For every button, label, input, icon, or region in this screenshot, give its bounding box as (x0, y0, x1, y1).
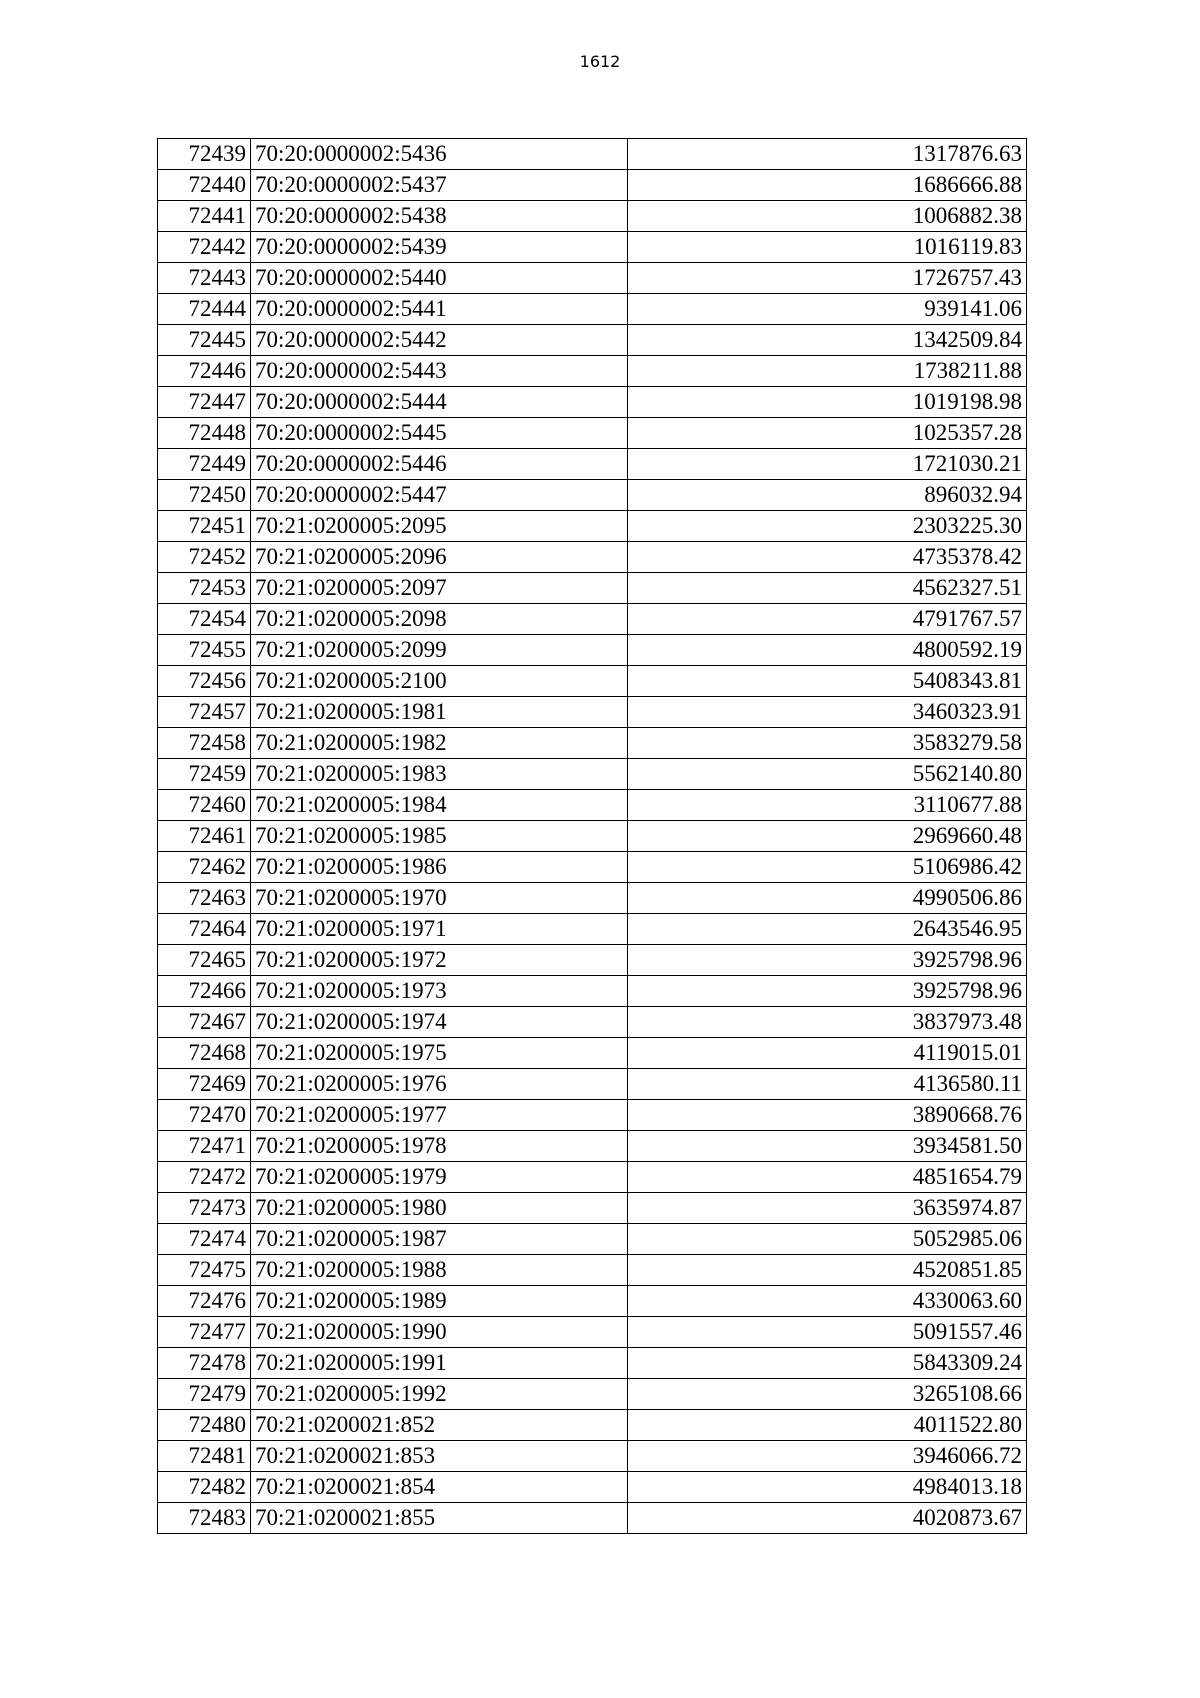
table-row (158, 1379, 1027, 1410)
cadastral-number-cell: 70:21:0200005:1980 (251, 1193, 628, 1224)
row-number-cell: 72457 (158, 697, 251, 728)
table-row (158, 542, 1027, 573)
row-number-cell: 72455 (158, 635, 251, 666)
cadastral-number-cell: 70:21:0200005:1988 (251, 1255, 628, 1286)
cadastral-value-cell: 5562140.80 (628, 759, 1027, 790)
row-number-cell: 72441 (158, 201, 251, 232)
table-row (158, 728, 1027, 759)
table-row (158, 387, 1027, 418)
cadastral-value-cell: 4800592.19 (628, 635, 1027, 666)
row-number-cell: 72447 (158, 387, 251, 418)
row-number-cell: 72475 (158, 1255, 251, 1286)
cadastral-number-cell: 70:20:0000002:5442 (251, 325, 628, 356)
row-number-cell: 72451 (158, 511, 251, 542)
cadastral-number-cell: 70:21:0200021:854 (251, 1472, 628, 1503)
cadastral-value-cell: 3583279.58 (628, 728, 1027, 759)
row-number-cell: 72483 (158, 1503, 251, 1534)
cadastral-number-cell: 70:21:0200005:1985 (251, 821, 628, 852)
row-number-cell: 72463 (158, 883, 251, 914)
row-number-cell: 72445 (158, 325, 251, 356)
cadastral-number-cell: 70:21:0200005:1984 (251, 790, 628, 821)
cadastral-value-cell: 3635974.87 (628, 1193, 1027, 1224)
cadastral-value-cell: 3925798.96 (628, 976, 1027, 1007)
row-number-cell: 72446 (158, 356, 251, 387)
cadastral-number-cell: 70:21:0200005:1976 (251, 1069, 628, 1100)
row-number-cell: 72452 (158, 542, 251, 573)
table-row (158, 1224, 1027, 1255)
table-row (158, 883, 1027, 914)
cadastral-number-cell: 70:20:0000002:5437 (251, 170, 628, 201)
table-row (158, 480, 1027, 511)
cadastral-value-cell: 2969660.48 (628, 821, 1027, 852)
table-row (158, 790, 1027, 821)
row-number-cell: 72444 (158, 294, 251, 325)
row-number-cell: 72473 (158, 1193, 251, 1224)
cadastral-value-cell: 3110677.88 (628, 790, 1027, 821)
cadastral-number-cell: 70:21:0200005:1990 (251, 1317, 628, 1348)
cadastral-number-cell: 70:21:0200005:2098 (251, 604, 628, 635)
cadastral-value-cell: 5091557.46 (628, 1317, 1027, 1348)
cadastral-value-cell: 1025357.28 (628, 418, 1027, 449)
row-number-cell: 72442 (158, 232, 251, 263)
row-number-cell: 72464 (158, 914, 251, 945)
cadastral-value-cell: 5106986.42 (628, 852, 1027, 883)
row-number-cell: 72440 (158, 170, 251, 201)
table-row (158, 573, 1027, 604)
cadastral-number-cell: 70:21:0200005:1977 (251, 1100, 628, 1131)
cadastral-value-cell: 1721030.21 (628, 449, 1027, 480)
table-row (158, 325, 1027, 356)
cadastral-value-cell: 4020873.67 (628, 1503, 1027, 1534)
cadastral-number-cell: 70:21:0200021:852 (251, 1410, 628, 1441)
cadastral-value-cell: 3946066.72 (628, 1441, 1027, 1472)
table-row (158, 1348, 1027, 1379)
table-row (158, 1286, 1027, 1317)
cadastral-value-cell: 1016119.83 (628, 232, 1027, 263)
table-row (158, 635, 1027, 666)
table-row (158, 821, 1027, 852)
cadastral-value-cell: 3934581.50 (628, 1131, 1027, 1162)
cadastral-number-cell: 70:21:0200005:1971 (251, 914, 628, 945)
cadastral-number-cell: 70:21:0200005:1991 (251, 1348, 628, 1379)
cadastral-number-cell: 70:21:0200005:1974 (251, 1007, 628, 1038)
table-row (158, 1007, 1027, 1038)
row-number-cell: 72468 (158, 1038, 251, 1069)
cadastral-value-cell: 5408343.81 (628, 666, 1027, 697)
row-number-cell: 72461 (158, 821, 251, 852)
cadastral-value-cell: 5843309.24 (628, 1348, 1027, 1379)
cadastral-value-cell: 4119015.01 (628, 1038, 1027, 1069)
cadastral-number-cell: 70:20:0000002:5439 (251, 232, 628, 263)
cadastral-value-cell: 4990506.86 (628, 883, 1027, 914)
cadastral-number-cell: 70:21:0200005:2099 (251, 635, 628, 666)
cadastral-value-cell: 1006882.38 (628, 201, 1027, 232)
cadastral-number-cell: 70:21:0200005:1983 (251, 759, 628, 790)
row-number-cell: 72474 (158, 1224, 251, 1255)
table-row (158, 945, 1027, 976)
table-row (158, 263, 1027, 294)
page-number: 1612 (579, 52, 621, 71)
cadastral-value-cell: 1726757.43 (628, 263, 1027, 294)
table-row (158, 1441, 1027, 1472)
cadastral-value-cell: 4520851.85 (628, 1255, 1027, 1286)
row-number-cell: 72458 (158, 728, 251, 759)
cadastral-value-cell: 896032.94 (628, 480, 1027, 511)
cadastral-number-cell: 70:20:0000002:5440 (251, 263, 628, 294)
table-row (158, 1038, 1027, 1069)
table-row (158, 759, 1027, 790)
cadastral-value-cell: 3925798.96 (628, 945, 1027, 976)
row-number-cell: 72478 (158, 1348, 251, 1379)
table-row (158, 1472, 1027, 1503)
table-row (158, 201, 1027, 232)
table-row (158, 418, 1027, 449)
table-row (158, 604, 1027, 635)
cadastral-value-cell: 1019198.98 (628, 387, 1027, 418)
cadastral-number-cell: 70:21:0200005:1987 (251, 1224, 628, 1255)
cadastral-number-cell: 70:21:0200005:1989 (251, 1286, 628, 1317)
cadastral-number-cell: 70:21:0200005:1992 (251, 1379, 628, 1410)
table-row (158, 852, 1027, 883)
row-number-cell: 72450 (158, 480, 251, 511)
table-row (158, 1317, 1027, 1348)
cadastral-value-cell: 4735378.42 (628, 542, 1027, 573)
cadastral-value-cell: 939141.06 (628, 294, 1027, 325)
row-number-cell: 72449 (158, 449, 251, 480)
cadastral-value-cell: 4984013.18 (628, 1472, 1027, 1503)
row-number-cell: 72482 (158, 1472, 251, 1503)
table-row (158, 511, 1027, 542)
cadastral-value-cell: 4011522.80 (628, 1410, 1027, 1441)
cadastral-number-cell: 70:21:0200021:855 (251, 1503, 628, 1534)
table-row (158, 1410, 1027, 1441)
cadastral-number-cell: 70:21:0200005:2095 (251, 511, 628, 542)
row-number-cell: 72448 (158, 418, 251, 449)
table-body (158, 139, 1027, 1534)
cadastral-value-cell: 3265108.66 (628, 1379, 1027, 1410)
table-row (158, 1255, 1027, 1286)
row-number-cell: 72439 (158, 139, 251, 170)
row-number-cell: 72472 (158, 1162, 251, 1193)
cadastral-number-cell: 70:20:0000002:5441 (251, 294, 628, 325)
cadastral-value-cell: 4330063.60 (628, 1286, 1027, 1317)
table-row (158, 1162, 1027, 1193)
table-row (158, 449, 1027, 480)
cadastral-number-cell: 70:21:0200005:2100 (251, 666, 628, 697)
row-number-cell: 72476 (158, 1286, 251, 1317)
cadastral-number-cell: 70:20:0000002:5445 (251, 418, 628, 449)
cadastral-number-cell: 70:21:0200005:1973 (251, 976, 628, 1007)
cadastral-value-cell: 4562327.51 (628, 573, 1027, 604)
table-row (158, 294, 1027, 325)
cadastral-number-cell: 70:21:0200005:1970 (251, 883, 628, 914)
cadastral-number-cell: 70:20:0000002:5436 (251, 139, 628, 170)
row-number-cell: 72443 (158, 263, 251, 294)
table-row (158, 170, 1027, 201)
table-row (158, 914, 1027, 945)
table-row (158, 1503, 1027, 1534)
table-row (158, 1131, 1027, 1162)
row-number-cell: 72469 (158, 1069, 251, 1100)
cadastral-number-cell: 70:21:0200005:1972 (251, 945, 628, 976)
table-row (158, 666, 1027, 697)
cadastral-value-cell: 1317876.63 (628, 139, 1027, 170)
cadastral-number-cell: 70:21:0200005:1981 (251, 697, 628, 728)
cadastral-value-cell: 4851654.79 (628, 1162, 1027, 1193)
table-row (158, 139, 1027, 170)
table-row (158, 232, 1027, 263)
cadastral-number-cell: 70:21:0200005:1979 (251, 1162, 628, 1193)
row-number-cell: 72454 (158, 604, 251, 635)
row-number-cell: 72453 (158, 573, 251, 604)
row-number-cell: 72471 (158, 1131, 251, 1162)
row-number-cell: 72462 (158, 852, 251, 883)
cadastral-value-cell: 3890668.76 (628, 1100, 1027, 1131)
row-number-cell: 72460 (158, 790, 251, 821)
cadastral-value-cell: 2303225.30 (628, 511, 1027, 542)
cadastral-value-cell: 3837973.48 (628, 1007, 1027, 1038)
cadastral-number-cell: 70:20:0000002:5438 (251, 201, 628, 232)
table-row (158, 1069, 1027, 1100)
cadastral-number-cell: 70:20:0000002:5447 (251, 480, 628, 511)
row-number-cell: 72465 (158, 945, 251, 976)
cadastral-value-cell: 3460323.91 (628, 697, 1027, 728)
cadastral-value-cell: 1686666.88 (628, 170, 1027, 201)
row-number-cell: 72466 (158, 976, 251, 1007)
cadastral-value-cell: 1342509.84 (628, 325, 1027, 356)
cadastral-number-cell: 70:20:0000002:5444 (251, 387, 628, 418)
row-number-cell: 72480 (158, 1410, 251, 1441)
row-number-cell: 72477 (158, 1317, 251, 1348)
cadastral-number-cell: 70:21:0200005:1986 (251, 852, 628, 883)
cadastral-value-cell: 4791767.57 (628, 604, 1027, 635)
cadastral-number-cell: 70:20:0000002:5446 (251, 449, 628, 480)
table-row (158, 356, 1027, 387)
cadastral-value-cell: 5052985.06 (628, 1224, 1027, 1255)
table-row (158, 1100, 1027, 1131)
row-number-cell: 72470 (158, 1100, 251, 1131)
cadastral-number-cell: 70:21:0200005:2096 (251, 542, 628, 573)
cadastral-value-cell: 4136580.11 (628, 1069, 1027, 1100)
cadastral-number-cell: 70:21:0200005:1975 (251, 1038, 628, 1069)
cadastral-number-cell: 70:21:0200005:1982 (251, 728, 628, 759)
cadastral-number-cell: 70:20:0000002:5443 (251, 356, 628, 387)
row-number-cell: 72481 (158, 1441, 251, 1472)
row-number-cell: 72467 (158, 1007, 251, 1038)
cadastral-value-table (157, 138, 1027, 1534)
row-number-cell: 72459 (158, 759, 251, 790)
row-number-cell: 72456 (158, 666, 251, 697)
row-number-cell: 72479 (158, 1379, 251, 1410)
table-row (158, 1193, 1027, 1224)
table-row (158, 976, 1027, 1007)
cadastral-number-cell: 70:21:0200005:2097 (251, 573, 628, 604)
cadastral-number-cell: 70:21:0200005:1978 (251, 1131, 628, 1162)
table-row (158, 697, 1027, 728)
cadastral-value-cell: 1738211.88 (628, 356, 1027, 387)
cadastral-number-cell: 70:21:0200021:853 (251, 1441, 628, 1472)
cadastral-value-cell: 2643546.95 (628, 914, 1027, 945)
